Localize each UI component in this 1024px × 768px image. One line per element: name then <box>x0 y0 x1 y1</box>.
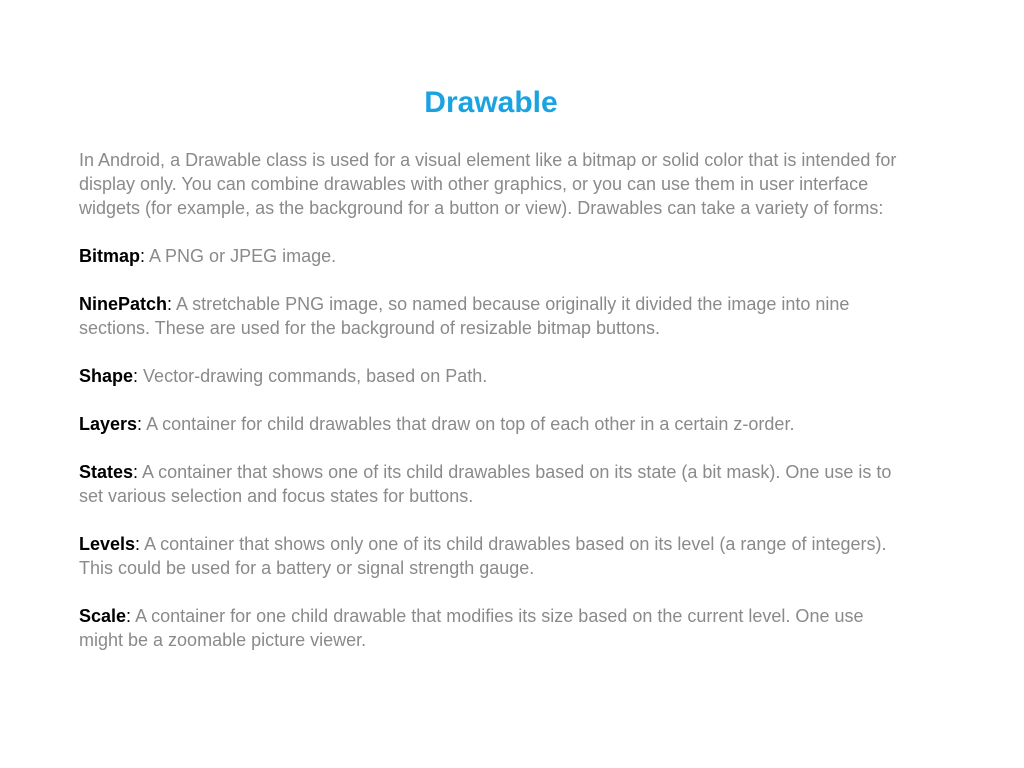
term-separator: : <box>133 462 139 482</box>
definition-shape <box>79 364 909 388</box>
term-separator: : <box>140 246 146 266</box>
desc-ninepatch: A stretchable PNG image, so named because originally it divided the image into nine sections. These are used for the background of resizable bitmap buttons. <box>79 294 850 338</box>
term-scale: Scale <box>79 606 127 626</box>
term-bitmap: Bitmap <box>79 246 141 266</box>
desc-levels: A container that shows only one of its child drawables based on its level (a range of integers). This could be used for a battery or signal strength gauge. <box>79 534 887 578</box>
desc-layers: A container for child drawables that draw on top of each other in a certain z-order. <box>142 414 795 434</box>
intro-paragraph: In Android, a Drawable class is used for a visual element like a bitmap or solid color that is intended for display only. You can combine drawables with other graphics, or you can use them in user interface widgets (for example, as the background for a button or view). Drawables can take a variety of forms: <box>79 150 897 218</box>
term-states: States <box>79 462 134 482</box>
term-ninepatch: NinePatch <box>79 294 168 314</box>
term-separator: : <box>137 414 143 434</box>
slide-body <box>79 148 909 676</box>
term-separator: : <box>133 366 139 386</box>
term-separator: : <box>167 294 173 314</box>
desc-states: A container that shows one of its child drawables based on its state (a bit mask). One use is to set various selection and focus states for buttons. <box>79 462 892 506</box>
desc-shape: Vector-drawing commands, based on Path. <box>138 366 488 386</box>
definition-layers <box>79 412 909 436</box>
slide-title: Drawable <box>424 86 558 119</box>
definition-scale <box>79 604 909 652</box>
desc-scale: A container for one child drawable that modifies its size based on the current level. One use might be a zoomable picture viewer. <box>79 606 864 650</box>
desc-bitmap: A PNG or JPEG image. <box>145 246 337 266</box>
term-shape: Shape <box>79 366 134 386</box>
term-layers: Layers <box>79 414 138 434</box>
definition-bitmap <box>79 244 909 268</box>
term-levels: Levels <box>79 534 136 554</box>
definition-ninepatch <box>79 292 909 340</box>
term-separator: : <box>135 534 141 554</box>
definition-levels <box>79 532 909 580</box>
definition-states <box>79 460 909 508</box>
term-separator: : <box>126 606 132 626</box>
